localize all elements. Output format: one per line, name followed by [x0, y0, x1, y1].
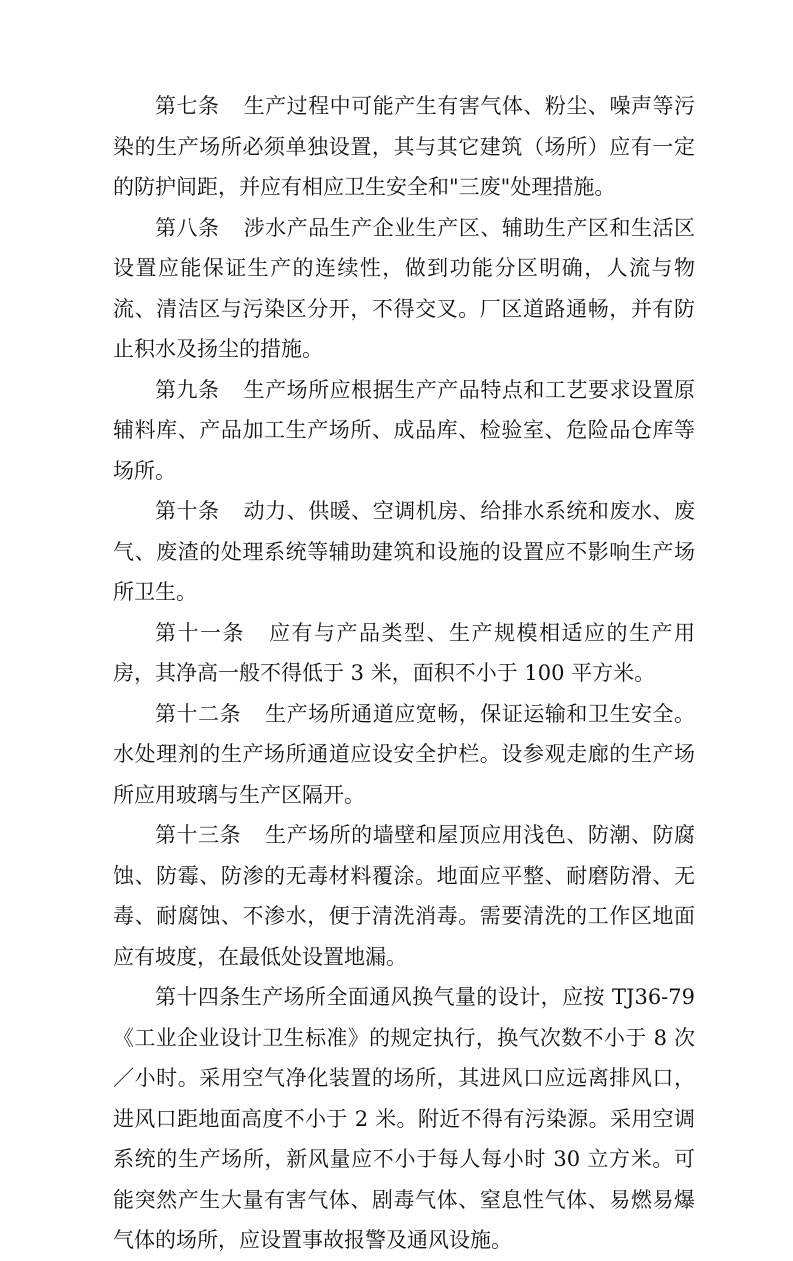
article-text: 应有与产品类型、生产规模相适应的生产用房，其净高一般不得低于 3 米，面积不小于 100 平方米。	[113, 620, 695, 685]
article-number: 第八条	[155, 215, 220, 240]
document-page	[113, 86, 695, 1261]
article-text: 生产场所通道应宽畅，保证运输和卫生安全。水处理剂的生产场所通道应设安全护栏。设参观走廊的生产场所应用玻璃与生产区隔开。	[113, 701, 696, 807]
article-11	[113, 613, 695, 694]
article-8	[113, 208, 695, 370]
article-text: 生产场所的墙壁和屋顶应用浅色、防潮、防腐蚀、防霉、防渗的无毒材料覆涂。地面应平整、耐磨防滑、无毒、耐腐蚀、不渗水，便于清洗消毒。需要清洗的工作区地面应有坡度，在最低处设置地漏。	[113, 823, 696, 969]
article-number: 第十三条	[155, 823, 242, 847]
article-10	[113, 491, 695, 613]
article-12	[113, 694, 695, 816]
article-text: 涉水产品生产企业生产区、辅助生产区和生活区设置应能保证生产的连续性，做到功能分区明确，人流与物流、清洁区与污染区分开，不得交叉。厂区道路通畅，并有防止积水及扬尘的措施。	[113, 215, 696, 361]
article-7	[113, 86, 695, 208]
article-text: 动力、供暖、空调机房、给排水系统和废水、废气、废渣的处理系统等辅助建筑和设施的设置应不影响生产场所卫生。	[113, 499, 696, 604]
article-number: 第九条	[155, 377, 220, 402]
article-14	[113, 977, 695, 1261]
article-9	[113, 370, 695, 492]
article-number: 第七条	[155, 94, 220, 118]
article-text: 生产场所应根据生产产品特点和工艺要求设置原辅料库、产品加工生产场所、成品库、检验室、危险品仓库等场所。	[113, 377, 696, 483]
article-text: 生产过程中可能产生有害气体、粉尘、噪声等污染的生产场所必须单独设置，其与其它建筑（场所）应有一定的防护间距，并应有相应卫生安全和"三废"处理措施。	[113, 94, 696, 199]
article-number: 第十条	[155, 499, 220, 523]
article-13	[113, 815, 695, 977]
article-text: 生产场所全面通风换气量的设计，应按 TJ36-79《工业企业设计卫生标准》的规定执行，换气次数不小于 8 次／小时。采用空气净化装置的场所，其进风口应远离排风口，进风口距地面高度不小于 2 米。附近不得有污染源。采用空调系统的生产场所，新风量应不小于每人每小时 30 立方米。可能突然产生大量有害气体、剧毒气体、窒息性气体、易燃易爆气体的场所，应设置事故报警及通风设施。	[113, 985, 695, 1252]
article-number: 第十二条	[155, 701, 242, 726]
article-number: 第十一条	[155, 620, 245, 645]
article-number: 第十四条	[155, 985, 241, 1009]
